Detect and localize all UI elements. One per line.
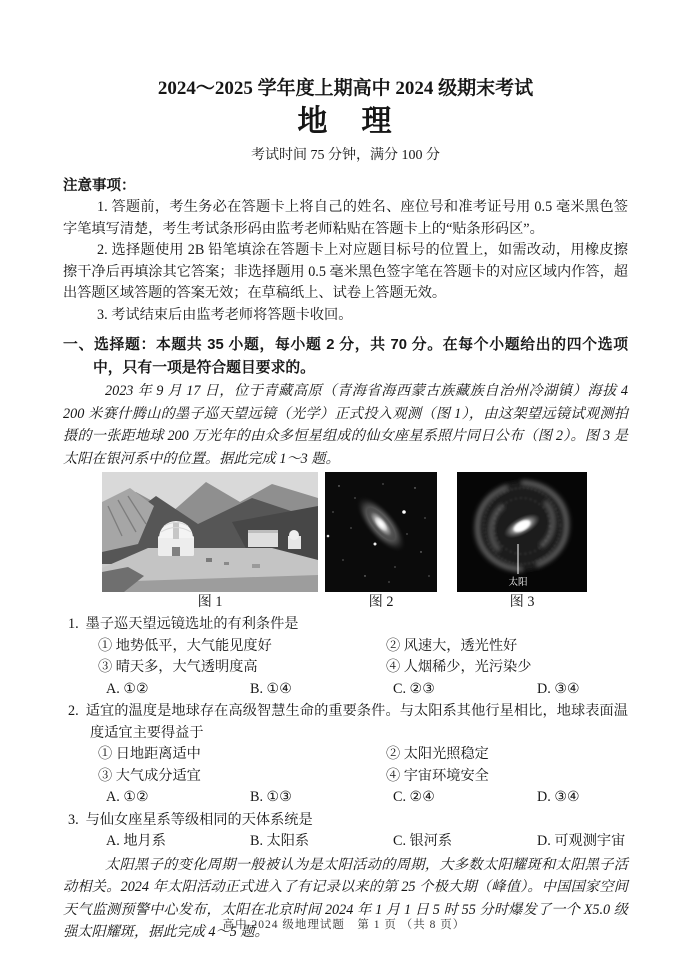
figure-2-label: 图 2 bbox=[368, 594, 394, 610]
choice-c: C. ②④ bbox=[393, 789, 435, 805]
question-3 bbox=[63, 810, 628, 853]
question-2-stem: 2. 适宜的温度是地球存在高级智慧生命的重要条件。与太阳系其他行星相比，地球表面温度适宜主要得益于 bbox=[68, 703, 628, 741]
suboption: ② 风速大，透光性好 bbox=[386, 637, 518, 654]
choice-c: C. 银河系 bbox=[393, 833, 453, 849]
figure-3-label: 图 3 bbox=[509, 594, 535, 610]
suboption: ① 日地距离适中 bbox=[98, 746, 201, 762]
question-1-stem: 1. 墨子巡天望远镜选址的有利条件是 bbox=[68, 616, 299, 632]
figure-3 bbox=[457, 472, 587, 611]
choice-d: D. ③④ bbox=[537, 789, 580, 805]
question-2 bbox=[63, 701, 628, 809]
section-one-heading: 一、选择题：本题共 35 小题，每小题 2 分，共 70 分。在每个小题给出的四个选项中，只有一项是符合题目要求的。 bbox=[63, 337, 628, 376]
suboption: ② 太阳光照稳定 bbox=[386, 746, 489, 762]
question-3-choices bbox=[106, 831, 628, 853]
question-1-choices bbox=[106, 679, 628, 701]
passage-sunspots: 太阳黑子的变化周期一般被认为是太阳活动的周期，大多数太阳耀斑和太阳黑子活动相关。2024 年太阳活动正式进入了有记录以来的第 25 个极大期（峰值）。中国国家空间天气监测预警中心发布，太阳在北京时间 2024 年 1 月 1 日 5 时 55 分时爆发了一个 X5.0 级强太阳耀斑，据此完成 4～5 题。 bbox=[63, 856, 628, 940]
question-2-number: 2. bbox=[68, 703, 79, 719]
choice-a: A. 地月系 bbox=[106, 833, 166, 849]
suboption: ③ 大气成分适宜 bbox=[98, 767, 201, 784]
suboption: ④ 宇宙环境安全 bbox=[386, 767, 489, 784]
figure-1 bbox=[102, 472, 318, 611]
exam-title: 2024～2025 学年度上期高中 2024 级期末考试 bbox=[157, 78, 534, 99]
figure-1-label: 图 1 bbox=[197, 594, 223, 610]
exam-subject: 地 理 bbox=[297, 105, 394, 138]
choice-b: B. 太阳系 bbox=[250, 833, 310, 849]
figure-row bbox=[63, 472, 628, 613]
choice-b: B. ①④ bbox=[250, 680, 292, 697]
footer-page-number: 高中 2024 级地理试题 第 1 页 （共 8 页） bbox=[222, 919, 466, 931]
notice-heading: 注意事项： bbox=[63, 178, 136, 194]
choice-a: A. ①② bbox=[106, 680, 149, 697]
suboption: ④ 人烟稀少，光污染少 bbox=[386, 659, 532, 675]
passage-telescope: 2023 年 9 月 17 日，位于青藏高原（青海省海西蒙古族藏族自治州冷湖镇）海拔 4 200 米赛什腾山的墨子巡天望远镜（光学）正式投入观测（图 1），由这架望远镜试观测拍摄的一张距地球 200 万光年的由众多恒星组成的仙女座星系照片同日公布（图 2）。图 3 是太阳在银河系中的位置。据此完成 1～3 题。 bbox=[63, 383, 628, 467]
question-3-number: 3. bbox=[68, 811, 79, 828]
question-1-suboptions bbox=[98, 636, 628, 679]
figure-2 bbox=[325, 472, 437, 611]
choice-a: A. ①② bbox=[106, 789, 149, 805]
choice-d: D. ③④ bbox=[537, 680, 580, 697]
notice-item-1: 1. 答题前，考生务必在答题卡上将自己的姓名、座位号和准考证号用 0.5 毫米黑色签字笔填写清楚，考生考试条形码由监考老师粘贴在答题卡上的“贴条形码区”。 bbox=[63, 199, 628, 237]
notice-item-3: 3. 考试结束后由监考老师将答题卡收回。 bbox=[97, 306, 353, 323]
building-shape bbox=[248, 532, 278, 547]
question-2-choices bbox=[106, 787, 628, 809]
suboption: ① 地势低平，大气能见度好 bbox=[98, 637, 272, 654]
choice-d: D. 可观测宇宙 bbox=[537, 833, 626, 849]
question-2-suboptions bbox=[98, 744, 628, 787]
milky-way-galaxy-photo bbox=[457, 472, 587, 592]
question-1 bbox=[63, 614, 628, 700]
notice-item-2: 2. 选择题使用 2B 铅笔填涂在答题卡上对应题目标号的位置上，如需改动，用橡皮擦擦干净后再填涂其它答案；非选择题用 0.5 毫米黑色签字笔在答题卡的对应区域内作答，超出答题区域答题的答案无效；在草稿纸上、试卷上答题无效。 bbox=[63, 242, 628, 301]
choice-b: B. ①③ bbox=[250, 789, 292, 805]
page-content bbox=[63, 0, 628, 944]
sun-label: 太阳 bbox=[508, 578, 528, 588]
question-3-stem: 3. 与仙女座星系等级相同的天体系统是 bbox=[68, 811, 313, 828]
exam-info: 考试时间 75 分钟，满分 100 分 bbox=[251, 148, 440, 163]
suboption: ③ 晴天多，大气透明度高 bbox=[98, 659, 258, 675]
andromeda-galaxy-photo bbox=[325, 472, 437, 592]
question-1-number: 1. bbox=[68, 616, 79, 632]
choice-c: C. ②③ bbox=[393, 680, 435, 697]
observatory-mountain-photo bbox=[102, 472, 318, 592]
